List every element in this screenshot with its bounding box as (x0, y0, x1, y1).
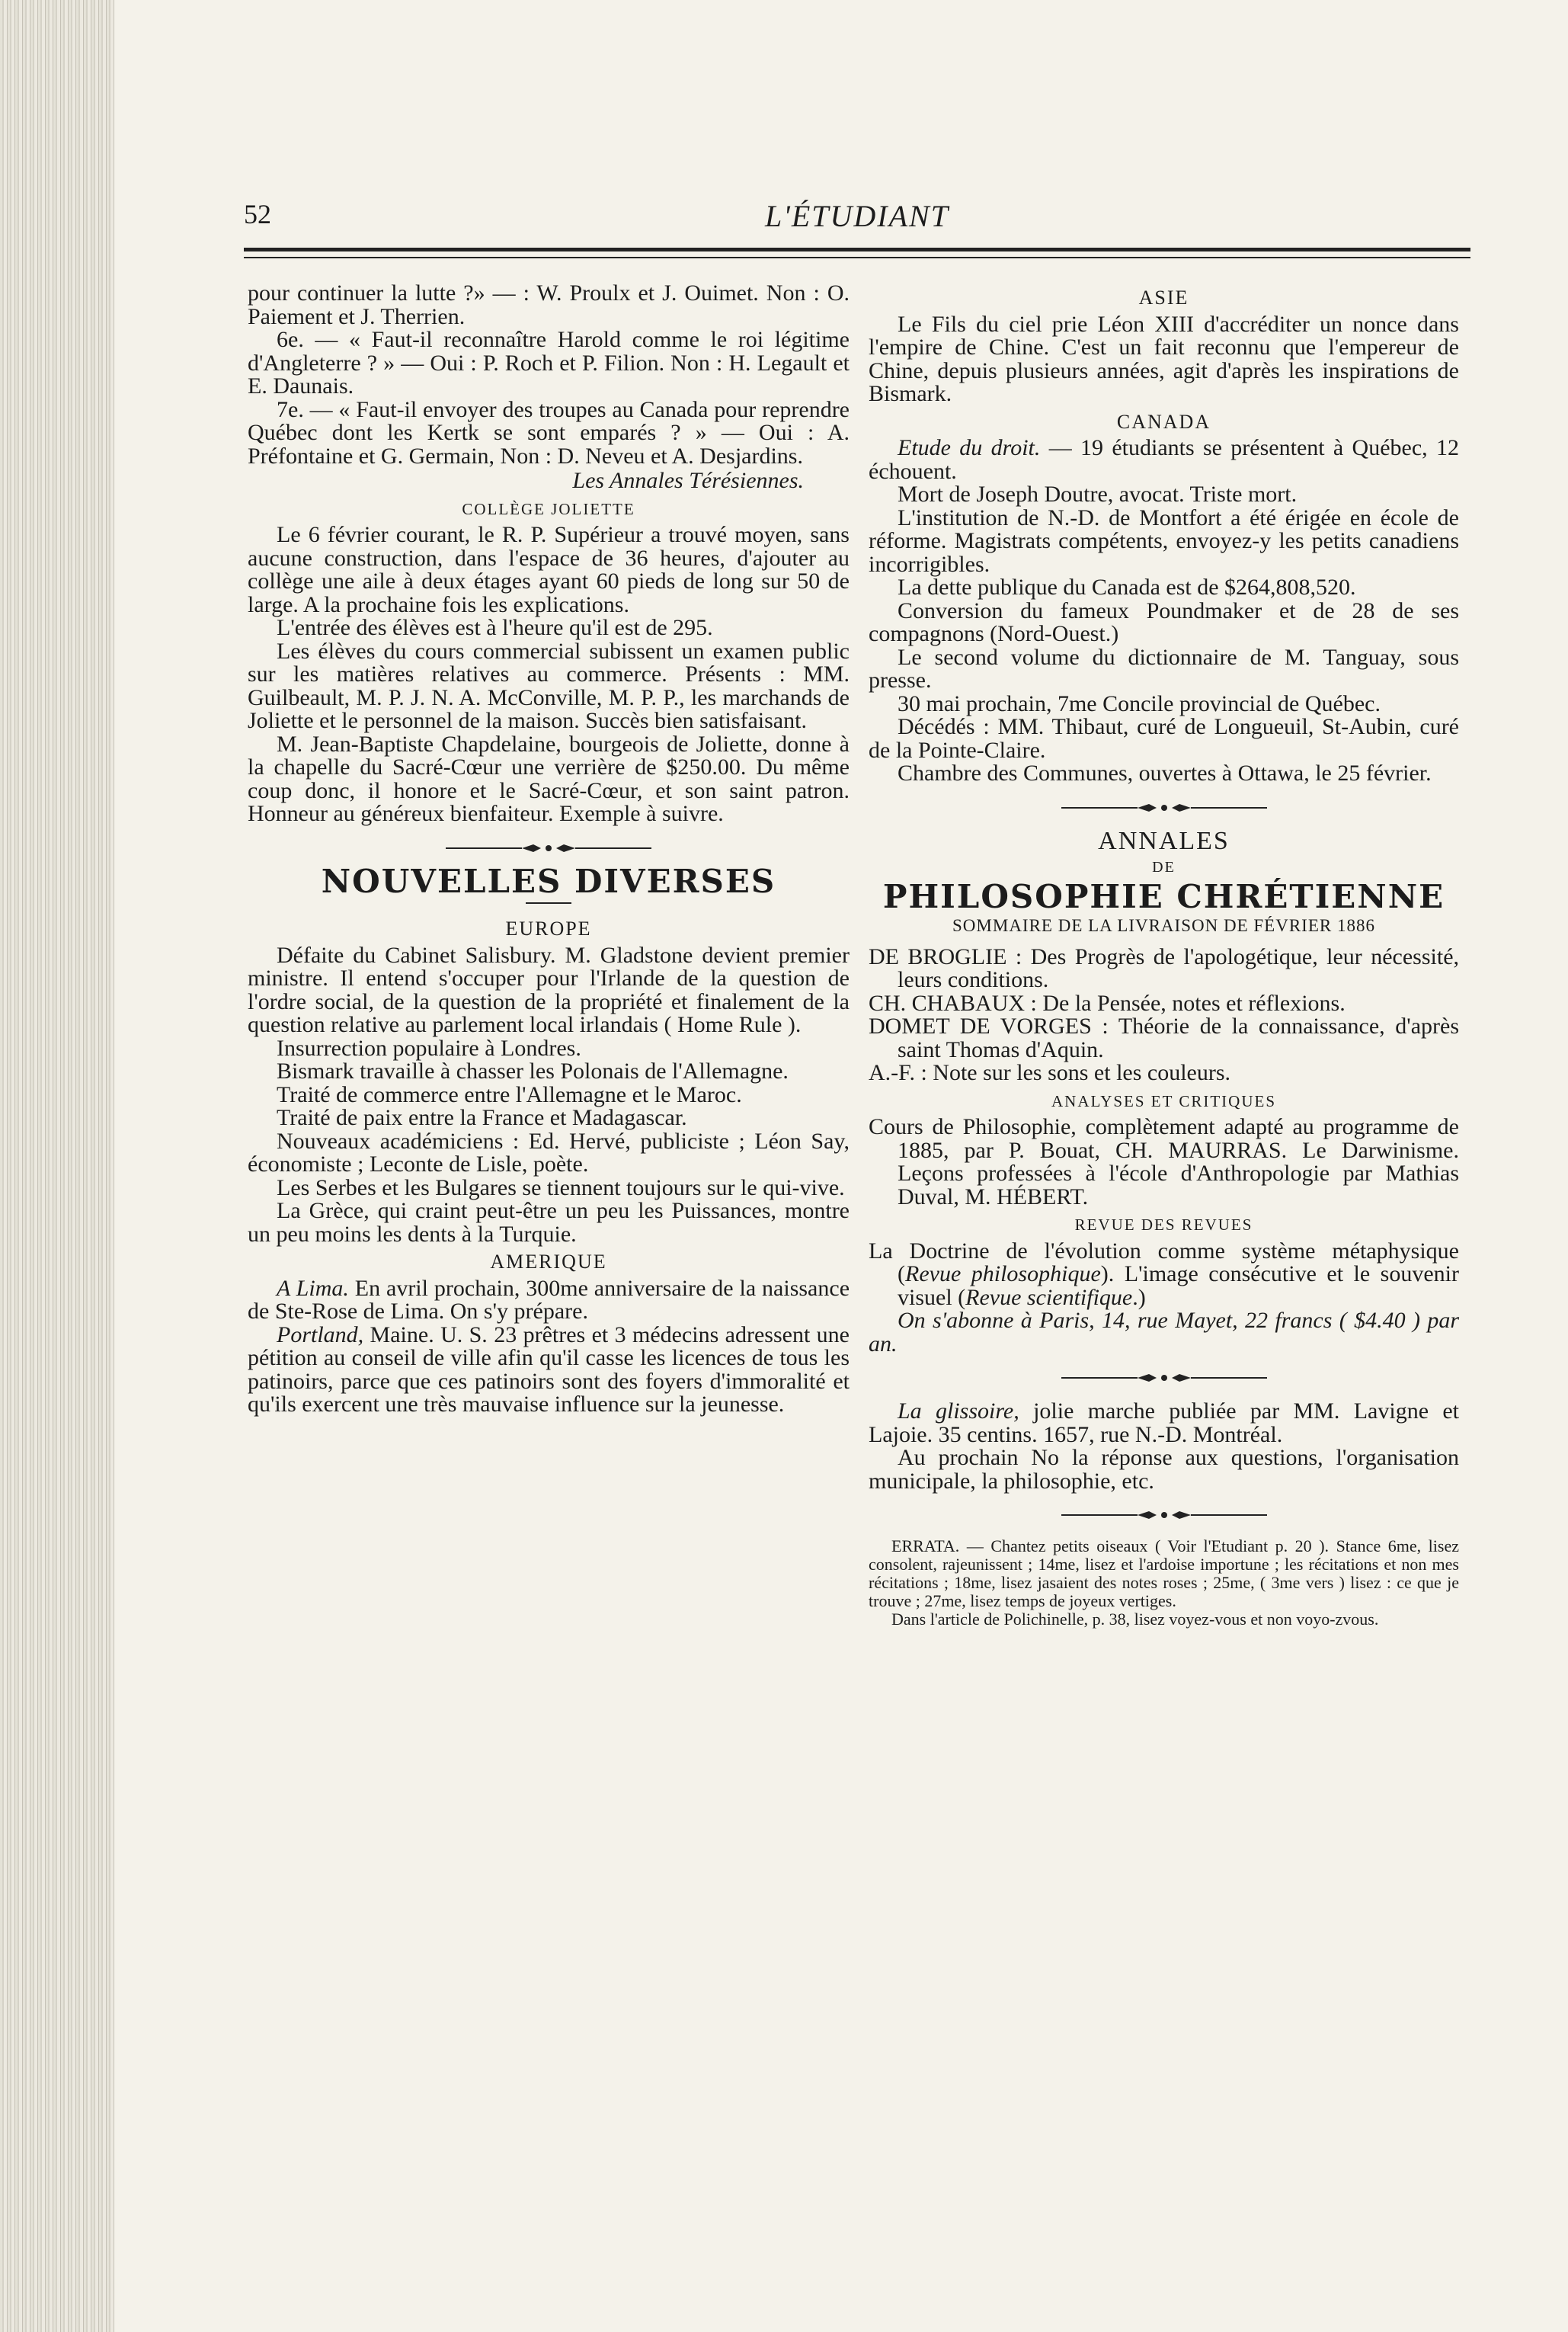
lead-text: Etude du droit. (898, 435, 1041, 460)
paragraph: Le second volume du dictionnaire de M. Tanguay, sous presse. (869, 644, 1459, 693)
paragraph: Le Fils du ciel prie Léon XIII d'accréditer un nonce dans l'empire de Chine. C'est un fait reconnu que l'empereur de Chine, depuis plusieurs années, agit d'après les inspirations de Bismark. (869, 311, 1459, 406)
subscription-text: On s'abonne à Paris, 14, rue Mayet, 22 francs ( $4.40 ) par an. (869, 1308, 1459, 1357)
paragraph: L'institution de N.-D. de Montfort a été érigée en école de réforme. Magistrats compétents, envoyez-y les petits canadiens incorrigibles. (869, 505, 1459, 577)
subscription-note (869, 1309, 1459, 1356)
summary-entry (869, 1062, 1459, 1085)
lead-text: A Lima. (277, 1275, 349, 1301)
page-header (244, 198, 1470, 233)
paragraph: Conversion du fameux Poundmaker et de 28 de ses compagnons (Nord-Ouest.) (869, 597, 1459, 646)
nouvelles-heading: NOUVELLES DIVERSES (321, 862, 776, 900)
paragraph: 7e. — « Faut-il envoyer des troupes au Canada pour reprendre Québec dont les Kertk se sont emparés ? » — Oui : A. Préfontaine et G. Germain, Non : D. Neveu et A. Desjardins. (248, 396, 850, 469)
paragraph (248, 1321, 850, 1417)
entry-author: CH. CHABAUX (869, 990, 1026, 1016)
paragraph: Les Serbes et les Bulgares se tiennent toujours sur le qui-vive. (277, 1174, 845, 1200)
paragraph: 6e. — « Faut-il reconnaître Harold comme le roi légitime d'Angleterre ? » — Oui : P. Roch et P. Filion. Non : H. Legault et E. Daunais. (248, 327, 850, 399)
paragraph: Décédés : MM. Thibaut, curé de Longueuil, St-Aubin, curé de la Pointe-Claire. (869, 714, 1459, 763)
paragraph: Les élèves du cours commercial subissent un examen public sur les matières relatives au commerce. Présents : MM. Guilbeault, M. P. J. N. A. McConville, M. P. P., les marchands de Joliette et le personnel de la maison. Succès bien satisfaisant. (248, 638, 850, 733)
entry-text: .) (1132, 1284, 1146, 1310)
entry-text: : Théorie de la connaissance, d'après saint Thomas d'Aquin. (898, 1014, 1459, 1062)
section-heading-canada: CANADA (1116, 410, 1211, 433)
paragraph: Bismark travaille à chasser les Polonais de l'Allemagne. (277, 1059, 789, 1084)
paragraph: Nouveaux académiciens : Ed. Hervé, publiciste ; Léon Say, économiste ; Leconte de Lisle, poète. (248, 1128, 850, 1177)
section-heading-analyses: ANALYSES ET CRITIQUES (1051, 1091, 1276, 1110)
errata-block (869, 1537, 1459, 1629)
summary-entry (869, 1240, 1459, 1310)
annales-heading: ANNALES (1098, 826, 1230, 855)
paragraph: M. Jean-Baptiste Chapdelaine, bourgeois de Joliette, donne à la chapelle du Sacré-Cœur une verrière de $250.00. Du même coup donc, il honore et le Sacré-Cœur, et son saint patron. Honneur au généreux bienfaiteur. Exemple à suivre. (248, 731, 850, 826)
summary-entry (869, 1015, 1459, 1062)
summary-entry: Cours de Philosophie, complètement adapté au programme de 1885, par P. Bouat, CH. MAURRAS. Le Darwinisme. Leçons professées à l'école d'Anthropologie par Mathias Duval, M. HÉBERT. (869, 1114, 1459, 1209)
entry-text: La Doctrine de l'évolution comme système métaphysique ( (869, 1238, 1459, 1286)
paragraph: Traité de commerce entre l'Allemagne et le Maroc. (277, 1081, 742, 1107)
entry-text: : Note sur les sons et les couleurs. (914, 1060, 1231, 1085)
summary-entry (869, 943, 1460, 992)
errata-paragraph: ERRATA. — Chantez petits oiseaux ( Voir l'Etudiant p. 20 ). Stance 6me, lisez consolent, rajeunissent ; 14me, lisez et l'ardoise importune ; les récitations et non mes récitations ; 18me, lisez jasaient des notes roses ; 25me, ( 3me vers ) lisez : ce que je trouve ; 27me, lisez temps de joyeux vertiges. (869, 1536, 1459, 1610)
summary-entry (869, 992, 1459, 1016)
ornament-divider (1061, 802, 1267, 813)
paragraph (869, 1400, 1459, 1446)
paragraph: L'entrée des élèves est à l'heure qu'il est de 295. (277, 615, 713, 640)
book-binding-edge (0, 0, 114, 2332)
ornament-divider (1061, 1373, 1267, 1383)
section-heading-europe: EUROPE (505, 918, 592, 940)
body-text: jolie marche publiée par MM. Lavigne et Lajoie. 35 centins. 1657, rue N.-D. Montréal. (869, 1398, 1459, 1447)
body-text: Maine. U. S. 23 prêtres et 3 médecins adressent une pétition au conseil de ville afin qu'il casse les licences de tous les patinoirs, parce que ces patinoirs sont des foyers d'immoralité et qu'ils exercent une très mauvaise influence sur la jeunesse. (248, 1321, 850, 1417)
running-title: L'ÉTUDIANT (765, 199, 949, 233)
philosophie-heading: PHILOSOPHIE CHRÉTIENNE (882, 877, 1445, 915)
paragraph: Mort de Joseph Doutre, avocat. Triste mort. (898, 482, 1298, 507)
paragraph: pour continuer la lutte ?» — : W. Proulx et J. Ouimet. Non : O. Paiement et J. Therrien. (248, 280, 850, 329)
paragraph: Au prochain No la réponse aux questions, l'organisation municipale, la philosophie, etc. (869, 1445, 1459, 1494)
header-rule-thin (244, 257, 1470, 258)
journal-name: Revue philosophique (905, 1261, 1101, 1286)
section-heading-amerique: AMERIQUE (490, 1251, 607, 1273)
entry-text: : De la Pensée, notes et réflexions. (1025, 990, 1346, 1016)
header-rule-thick (244, 248, 1470, 251)
section-heading-college: COLLÈGE JOLIETTE (462, 499, 635, 518)
right-column (869, 282, 1459, 1629)
entry-text: ). L'image consécutive et le souvenir visuel ( (898, 1261, 1459, 1310)
entry-author: DE BROGLIE (869, 943, 1007, 969)
body-text: — 19 étudiants se présentent à Québec, 12 échouent. (869, 435, 1459, 484)
paragraph: La Grèce, qui craint peut-être un peu les Puissances, montre un peu moins les dents à la Turquie. (248, 1198, 850, 1247)
page-number: 52 (244, 199, 271, 229)
paragraph: Le 6 février courant, le R. P. Supérieur a trouvé moyen, sans aucune construction, dans l'espace de 36 heures, d'ajouter au collège une aile à deux étages ayant 60 pieds de long sur 50 de large. A la prochaine fois les explications. (248, 522, 850, 617)
paragraph: 30 mai prochain, 7me Concile provincial de Québec. (898, 690, 1381, 716)
summary-line: SOMMAIRE DE LA LIVRAISON DE FÉVRIER 1886 (952, 916, 1375, 935)
paragraph: Défaite du Cabinet Salisbury. M. Gladstone devient premier ministre. Il entend s'occuper pour l'Irlande de la question de l'ordre social, de la question de la propriété et finalement de la question relative au parlement local irlandais ( Home Rule ). (248, 942, 850, 1037)
paragraph (869, 437, 1459, 483)
section-heading-revue: REVUE DES REVUES (1074, 1216, 1253, 1234)
left-column (248, 282, 850, 1417)
ornament-divider (1061, 1510, 1267, 1520)
lead-text: Portland, (277, 1321, 364, 1347)
paragraph: Insurrection populaire à Londres. (277, 1035, 581, 1061)
errata-paragraph: Dans l'article de Polichinelle, p. 38, lisez voyez-vous et non voyo-zvous. (891, 1610, 1379, 1629)
paragraph: Chambre des Communes, ouvertes à Ottawa, le 25 février. (898, 761, 1432, 786)
paragraph: Traité de paix entre la France et Madagascar. (277, 1105, 687, 1130)
lead-text: La glissoire, (898, 1398, 1019, 1424)
entry-author: A.-F. (869, 1060, 915, 1085)
paragraph: La dette publique du Canada est de $264,808,520. (898, 575, 1356, 600)
body-text: En avril prochain, 300me anniversaire de la naissance de Ste-Rose de Lima. On s'y prépare. (248, 1275, 850, 1324)
heading-rule (526, 902, 571, 904)
journal-name: Revue scientifique (965, 1284, 1133, 1310)
entry-author: DOMET DE VORGES (869, 1014, 1092, 1039)
entry-text: : Des Progrès de l'apologétique, leur nécessité, leurs conditions. (898, 943, 1460, 992)
paragraph (248, 1277, 850, 1324)
signature: Les Annales Térésiennes. (572, 468, 804, 493)
ornament-divider (446, 843, 651, 854)
section-heading-asie: ASIE (1138, 287, 1189, 309)
annales-de: DE (1152, 859, 1176, 876)
